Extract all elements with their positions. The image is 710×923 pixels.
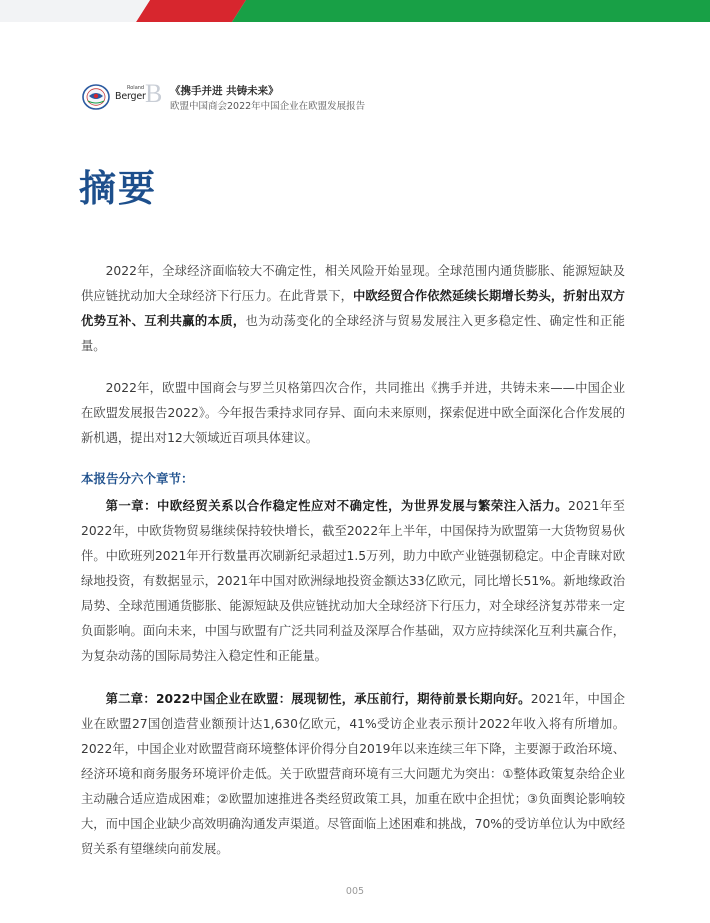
paragraph-bold-text: 中欧经贸合作依然延续长期增长势头，折射出双方优势互补、互利共赢的本质， [81, 289, 625, 328]
logo-small-text: Roland [127, 85, 145, 91]
page-title: 摘要 [79, 167, 157, 210]
paragraph-text: 2022年，全球经济面临较大不确定性，相关风险开始显现。全球范围内通货膨胀、能源短缺及供应链扰动加大全球经济下行压力。在此背景下， [81, 264, 625, 303]
chapter-2-title: 第二章：2022中国企业在欧盟：展现韧性，承压前行，期待前景长期向好。 [105, 692, 531, 706]
summary-paragraph-2: 2022年，欧盟中国商会与罗兰贝格第四次合作，共同推出《携手并进，共铸未来——中国企业在欧盟发展报告2022》。今年报告秉持求同存异、面向未来原则，探索促进中欧全面深化合作发展的新机遇，提出对12大领域近百项具体建议。 [81, 381, 625, 445]
chapter-1-text: 2021年至2022年，中欧货物贸易继续保持较快增长，截至2022年上半年，中国保持为欧盟第一大货物贸易伙伴。中欧班列2021年开行数量再次刷新纪录超过1.5万列，助力中欧产业链强韧稳定。中企青睐对欧绿地投资，有数据显示，2021年中国对欧洲绿地投资金额达33亿欧元，同比增长51%。新地缘政治局势、全球范围通货膨胀、能源短缺及供应链扰动加大全球经济下行压力，对全球经济复苏带来一定负面影响。面向未来，中国与欧盟有广泛共同利益及深厚合作基础，双方应持续深化互利共赢合作，为复杂动荡的国际局势注入稳定性和正能量。 [81, 499, 625, 663]
paragraph-text: 也为动荡变化的全球经济与贸易发展注入更多稳定性、确定性和正能量。 [81, 314, 625, 353]
chapter-2-text: 2021年，中国企业在欧盟27国创造营业额预计达1,630亿欧元，41%受访企业表示预计2022年收入将有所增加。2022年，中国企业对欧盟营商环境整体评价得分自2019年以来连续三年下降，主要源于政治环境、经济环境和商务服务环境评价走低。关于欧盟营商环境有三大问题尤为突出：①整体政策复杂给企业主动融合适应造成困难；②欧盟加速推进各类经贸政策工具，加重在欧中企担忧；③负面舆论影响较大，而中国企业缺少高效明确沟通发声渠道。尽管面临上述困难和挑战，70%的受访单位认为中欧经贸关系有望继续向前发展。 [81, 692, 625, 856]
top-color-band [0, 0, 710, 22]
chapter-1-title: 第一章：中欧经贸关系以合作稳定性应对不确定性，为世界发展与繁荣注入活力。 [105, 499, 568, 513]
report-header [82, 79, 482, 112]
logo-b-mark: B [145, 79, 163, 108]
summary-paragraph-1 [81, 259, 625, 359]
page-number: 005 [345, 886, 365, 897]
report-title: 《携手并进 共铸未来》 [170, 85, 279, 97]
chapter-2-paragraph [81, 687, 625, 862]
roland-berger-logo [115, 79, 163, 110]
chapters-heading: 本报告分六个章节： [81, 471, 194, 486]
report-subtitle: 欧盟中国商会2022年中国企业在欧盟发展报告 [170, 101, 366, 112]
chamber-seal-logo [82, 84, 110, 110]
chapter-1-paragraph [81, 494, 625, 669]
logo-word: Berger [115, 91, 146, 102]
